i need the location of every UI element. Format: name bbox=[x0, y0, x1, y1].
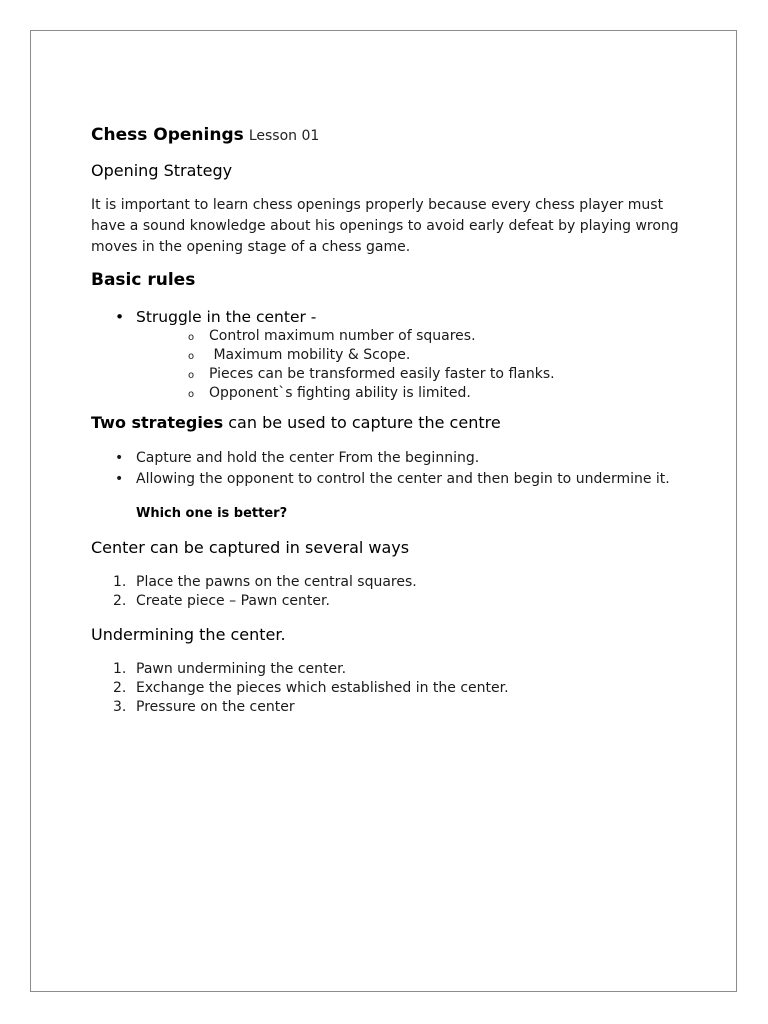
heading-undermining: Undermining the center. bbox=[91, 625, 286, 644]
list-number: 2. bbox=[113, 593, 127, 609]
sub-bullet-glyph: o bbox=[188, 370, 195, 381]
list-number: 1. bbox=[113, 661, 127, 677]
list-number: 1. bbox=[113, 574, 127, 590]
sub-bullet-glyph: o bbox=[188, 351, 195, 362]
undermining-list bbox=[91, 660, 681, 717]
sub-list-item bbox=[91, 365, 681, 384]
list-item bbox=[91, 469, 681, 490]
main-bullet-item bbox=[91, 307, 681, 327]
list-item bbox=[91, 679, 681, 698]
sub-list-item bbox=[91, 327, 681, 346]
heading-center-captured: Center can be captured in several ways bbox=[91, 538, 410, 557]
document-page bbox=[30, 30, 737, 992]
list-item-text: Place the pawns on the central squares. bbox=[136, 574, 417, 590]
main-bullet-text: Struggle in the center - bbox=[136, 308, 317, 326]
list-item-text: Allowing the opponent to control the center and then begin to undermine it. bbox=[136, 471, 670, 487]
sub-list-item-text: Control maximum number of squares. bbox=[209, 328, 476, 344]
sub-list-item bbox=[91, 346, 681, 365]
list-item-text: Pressure on the center bbox=[136, 699, 295, 715]
sub-list-item-text: Pieces can be transformed easily faster to flanks. bbox=[209, 366, 555, 382]
bullet-glyph: • bbox=[115, 308, 125, 326]
sub-list-item-text: Opponent`s fighting ability is limited. bbox=[209, 385, 471, 401]
list-item bbox=[91, 448, 681, 469]
bullet-glyph: • bbox=[115, 471, 124, 487]
capture-ways-list bbox=[91, 573, 681, 611]
sub-list-item-text: Maximum mobility & Scope. bbox=[209, 347, 411, 363]
document-content bbox=[91, 124, 681, 717]
lesson-label: Lesson 01 bbox=[248, 128, 320, 144]
list-item bbox=[91, 573, 681, 592]
question-text: Which one is better? bbox=[136, 506, 288, 521]
bullet-glyph: • bbox=[115, 450, 124, 466]
intro-paragraph: It is important to learn chess openings properly because every chess player must have a sound knowledge about his openings to avoid early defeat by playing wrong moves in the opening stage of a chess game. bbox=[91, 197, 679, 255]
list-item-text: Capture and hold the center From the beginning. bbox=[136, 450, 480, 466]
document-title-line bbox=[91, 124, 681, 146]
list-number: 3. bbox=[113, 699, 127, 715]
heading-two-strategies bbox=[91, 412, 681, 434]
sub-list-item bbox=[91, 384, 681, 403]
document-title: Chess Openings bbox=[91, 125, 244, 145]
sub-bullet-list bbox=[91, 327, 681, 403]
list-item bbox=[91, 698, 681, 717]
heading-two-strategies-bold: Two strategies bbox=[91, 413, 224, 432]
list-number: 2. bbox=[113, 680, 127, 696]
strategies-list bbox=[91, 448, 681, 490]
list-item-text: Pawn undermining the center. bbox=[136, 661, 347, 677]
list-item-text: Create piece – Pawn center. bbox=[136, 593, 330, 609]
heading-opening-strategy: Opening Strategy bbox=[91, 161, 233, 180]
heading-basic-rules: Basic rules bbox=[91, 270, 196, 290]
list-item bbox=[91, 592, 681, 611]
heading-two-strategies-rest: can be used to capture the centre bbox=[223, 413, 501, 432]
list-item bbox=[91, 660, 681, 679]
sub-bullet-glyph: o bbox=[188, 332, 195, 343]
list-item-text: Exchange the pieces which established in the center. bbox=[136, 680, 509, 696]
sub-bullet-glyph: o bbox=[188, 389, 195, 400]
